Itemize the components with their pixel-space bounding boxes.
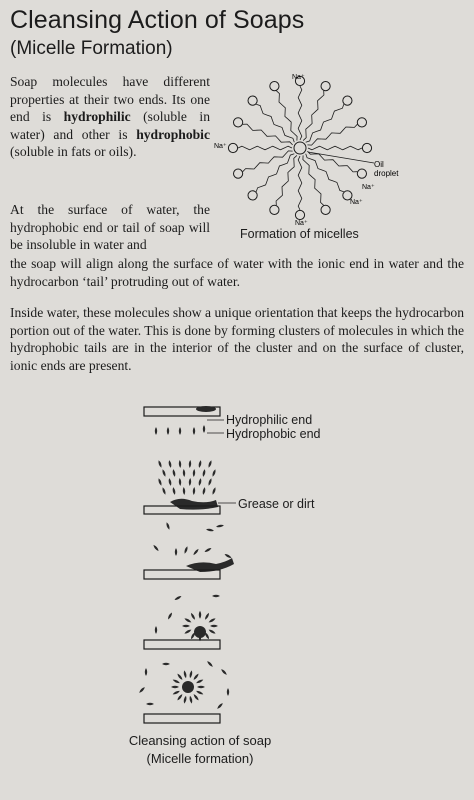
soap-molecule-shape (158, 478, 163, 486)
soap-molecule (197, 686, 205, 688)
soap-molecule-shape (176, 673, 183, 681)
term-hydrophobic: hydrophobic (136, 126, 210, 142)
soap-molecule (208, 460, 213, 468)
soap-molecule (212, 487, 217, 495)
text-run: (soluble in fats or oils). (10, 144, 137, 160)
soap-molecule (193, 548, 200, 556)
soap-molecule-shape (189, 460, 192, 468)
soap-head (270, 205, 279, 214)
soap-molecule-shape (166, 522, 171, 530)
soap-head (362, 143, 371, 152)
soap-molecule-shape (172, 469, 176, 477)
soap-head (357, 118, 366, 127)
stage-grease-lift (144, 522, 234, 579)
soap-molecule-shape (168, 460, 172, 468)
soap-tail (307, 151, 357, 172)
soap-molecule (202, 487, 206, 495)
text-run: (soluble in water) and other is (10, 109, 210, 142)
soap-molecule (193, 487, 196, 495)
grease-core (182, 681, 194, 693)
soap-molecule (146, 703, 154, 705)
soap-molecule (158, 478, 163, 486)
soap-molecule-shape (179, 427, 181, 435)
soap-molecule-shape (212, 595, 220, 597)
soap-molecule (203, 425, 205, 433)
soap-molecule (183, 696, 187, 704)
soap-molecule-shape (199, 611, 201, 619)
soap-molecule (202, 469, 206, 477)
soap-molecule (174, 595, 182, 601)
soap-molecule (162, 469, 167, 477)
soap-molecule-shape (179, 478, 182, 486)
oil-pointer-line (308, 152, 374, 163)
soap-molecule-shape (155, 427, 157, 435)
soap-tail (238, 146, 292, 150)
paragraph-surface-part2: the soap will align along the surface of water with the ionic end in water and the hydrocarbon ‘tail’ protruding out of water. (10, 256, 464, 289)
label-hydrophilic-end: Hydrophilic end (226, 413, 313, 427)
soap-molecule-shape (203, 425, 205, 433)
na-ion-label-left: Na⁺ (214, 143, 227, 150)
soap-molecule-shape (208, 460, 213, 468)
soap-molecule-shape (176, 693, 183, 701)
soap-molecule (196, 406, 216, 412)
soap-molecule (172, 487, 176, 495)
soap-molecule (216, 702, 223, 709)
micelle-diagram (212, 66, 402, 226)
soap-molecule (196, 679, 204, 685)
soap-tail (256, 154, 294, 192)
soap-molecule-shape (204, 612, 210, 620)
soap-molecule (208, 629, 216, 635)
soap-tail (307, 124, 357, 145)
soap-tail (243, 151, 293, 172)
soap-molecule-shape (184, 546, 189, 554)
soap-molecule (220, 668, 227, 675)
soap-molecule-shape (208, 478, 213, 486)
soap-head (343, 96, 352, 105)
soap-molecule (193, 673, 200, 681)
soap-molecule-shape (196, 679, 204, 685)
cleansing-caption-line1: Cleansing action of soap (128, 733, 272, 748)
soap-tail (276, 155, 297, 205)
soap-molecule-shape (138, 686, 145, 693)
soap-molecule (176, 693, 183, 701)
soap-molecule (167, 612, 173, 620)
soap-molecule-shape (171, 686, 179, 688)
text-run: Soap molecules have different properties at their two ends. Its one end is (10, 74, 210, 125)
soap-molecule-shape (158, 460, 163, 468)
soap-molecule (212, 469, 217, 477)
soap-molecule (155, 626, 157, 634)
na-ion-label-lower-right: Na⁺ (362, 184, 375, 191)
soap-molecule-shape (193, 427, 195, 435)
soap-molecule-shape (175, 548, 177, 556)
soap-molecule-shape (145, 668, 147, 676)
soap-tail (256, 104, 294, 142)
oil-label-2: droplet (374, 169, 399, 178)
soap-molecule (212, 595, 220, 597)
oil-label-1: Oil (374, 160, 384, 169)
soap-molecule (198, 478, 202, 486)
soap-molecule (172, 690, 180, 696)
soap-molecule-shape (162, 663, 170, 665)
soap-molecule-shape (155, 626, 157, 634)
soap-molecule (179, 478, 182, 486)
soap-molecule (189, 696, 193, 704)
soap-molecule-shape (212, 487, 217, 495)
soap-molecule-shape (202, 487, 206, 495)
soap-molecule-shape (183, 696, 187, 704)
soap-head (321, 205, 330, 214)
paragraph-inside-water: Inside water, these molecules show a unique orientation that keeps the hydrocarbon portion out of the water. This is done by forming clusters of molecules in which the hydrophobic tails are in the interior of the cluster and on the surface of cluster, ionic ends are present. (10, 305, 464, 373)
soap-molecule (166, 522, 171, 530)
soap-molecule-shape (174, 595, 182, 601)
soap-molecule (193, 427, 195, 435)
soap-molecule (193, 693, 200, 701)
soap-molecule (183, 487, 186, 495)
soap-molecule-shape (216, 702, 223, 709)
soap-molecule-shape (179, 460, 182, 468)
stage-grease-attach (144, 460, 236, 514)
soap-molecule-shape (184, 629, 192, 635)
soap-head (248, 96, 257, 105)
soap-molecule (145, 668, 147, 676)
soap-molecule (193, 469, 196, 477)
soap-molecule (216, 524, 224, 528)
fabric-strip (144, 640, 220, 649)
soap-molecule (179, 427, 181, 435)
soap-molecule-shape (208, 617, 216, 623)
soap-molecule (153, 544, 160, 552)
soap-molecule-shape (162, 469, 167, 477)
page-title: Cleansing Action of Soaps (10, 6, 305, 34)
soap-molecule-shape (162, 487, 167, 495)
soap-tail (243, 124, 293, 145)
soap-molecule (208, 478, 213, 486)
soap-molecule-shape (167, 427, 169, 435)
soap-molecule (179, 460, 182, 468)
soap-molecule (162, 487, 167, 495)
soap-molecule-shape (198, 478, 202, 486)
soap-molecule-shape (172, 487, 176, 495)
soap-molecule (208, 617, 216, 623)
soap-molecule (206, 528, 214, 532)
oil-droplet (294, 142, 306, 154)
soap-molecule (196, 690, 204, 696)
soap-molecule-shape (153, 544, 160, 552)
soap-molecule (224, 553, 232, 559)
soap-molecule-shape (204, 547, 212, 553)
soap-molecule (172, 679, 180, 685)
soap-molecule (162, 663, 170, 665)
soap-molecule-shape (198, 460, 202, 468)
soap-molecule-shape (189, 696, 193, 704)
soap-molecule-shape (196, 690, 204, 696)
soap-head (295, 210, 304, 219)
label-hydrophobic-end: Hydrophobic end (226, 427, 321, 441)
soap-molecule (189, 670, 193, 678)
soap-molecule-shape (167, 612, 173, 620)
na-ion-label-top: Na⁺ (292, 74, 305, 81)
soap-molecule (189, 460, 192, 468)
soap-molecule (168, 478, 172, 486)
soap-molecule-shape (206, 660, 213, 667)
page-subtitle: (Micelle Formation) (10, 38, 173, 59)
soap-molecule-shape (208, 629, 216, 635)
soap-molecule (171, 686, 179, 688)
paragraph-surface-part1: At the surface of water, the hydrophobic end or tail of soap will be insoluble in water and (10, 202, 210, 253)
soap-molecule (204, 547, 212, 553)
soap-tail (298, 86, 302, 140)
soap-molecule (175, 548, 177, 556)
soap-molecule (184, 629, 192, 635)
cleansing-diagram (120, 400, 350, 732)
soap-molecule-shape (168, 478, 172, 486)
soap-molecule-shape (189, 478, 192, 486)
soap-molecule-shape (146, 703, 154, 705)
grease-core (194, 626, 206, 638)
soap-molecule-shape (212, 469, 217, 477)
soap-molecule (138, 686, 145, 693)
soap-head (321, 82, 330, 91)
soap-molecule-shape (172, 690, 180, 696)
soap-molecule (168, 460, 172, 468)
stage-surface-alignment (144, 406, 224, 435)
soap-tail (306, 104, 344, 142)
soap-head (248, 191, 257, 200)
micelle-caption: Formation of micelles (240, 227, 359, 241)
soap-molecule-shape (183, 670, 187, 678)
soap-head (357, 169, 366, 178)
soap-molecule-shape (182, 625, 190, 627)
soap-molecule-shape (193, 487, 196, 495)
soap-molecule-shape (216, 524, 224, 528)
soap-molecule-shape (193, 693, 200, 701)
soap-molecule (184, 546, 189, 554)
soap-tail (303, 91, 324, 141)
term-hydrophilic: hydrophilic (63, 109, 131, 125)
paragraph-soap-properties (10, 73, 210, 161)
soap-molecule (182, 625, 190, 627)
soap-molecule (206, 660, 213, 667)
soap-molecule-shape (193, 673, 200, 681)
label-grease: Grease or dirt (238, 497, 315, 511)
soap-head (234, 118, 243, 127)
soap-molecule-shape (197, 686, 205, 688)
soap-molecule-shape (172, 679, 180, 685)
soap-molecule (167, 427, 169, 435)
soap-molecule-shape (227, 688, 229, 696)
soap-tail (298, 156, 302, 210)
fabric-strip (144, 714, 220, 723)
soap-molecule-shape (224, 553, 232, 559)
soap-tail (306, 154, 344, 192)
soap-head (228, 143, 237, 152)
soap-molecule-shape (220, 668, 227, 675)
soap-molecule (198, 460, 202, 468)
soap-molecule (183, 670, 187, 678)
soap-tail (276, 91, 297, 141)
soap-molecule-shape (202, 469, 206, 477)
soap-molecule (190, 612, 196, 620)
soap-molecule-shape (190, 612, 196, 620)
soap-molecule-shape (189, 670, 193, 678)
cleansing-caption-line2: (Micelle formation) (146, 751, 254, 766)
soap-molecule (184, 617, 192, 623)
stage-micelle-formed (138, 660, 229, 723)
stage-micelle-forming (144, 595, 220, 649)
soap-molecule (227, 688, 229, 696)
soap-molecule-shape (206, 528, 214, 532)
soap-molecule-shape (193, 469, 196, 477)
soap-molecule (189, 478, 192, 486)
soap-molecule (176, 673, 183, 681)
soap-tail (308, 146, 362, 150)
soap-tail (303, 155, 324, 205)
soap-molecule-shape (210, 625, 218, 627)
soap-molecule-shape (184, 617, 192, 623)
soap-head (234, 169, 243, 178)
grease-blob (170, 499, 218, 510)
soap-molecule (183, 469, 186, 477)
na-ion-label-right: Na⁺ (350, 199, 363, 206)
soap-molecule (155, 427, 157, 435)
soap-molecule (199, 611, 201, 619)
soap-molecule-shape (193, 548, 200, 556)
soap-head (270, 82, 279, 91)
soap-molecule (210, 625, 218, 627)
soap-molecule (172, 469, 176, 477)
soap-molecule (204, 612, 210, 620)
soap-molecule (158, 460, 163, 468)
soap-molecule-shape (183, 487, 186, 495)
soap-molecule-shape (183, 469, 186, 477)
na-ion-label-bottom: Na⁺ (295, 220, 308, 226)
